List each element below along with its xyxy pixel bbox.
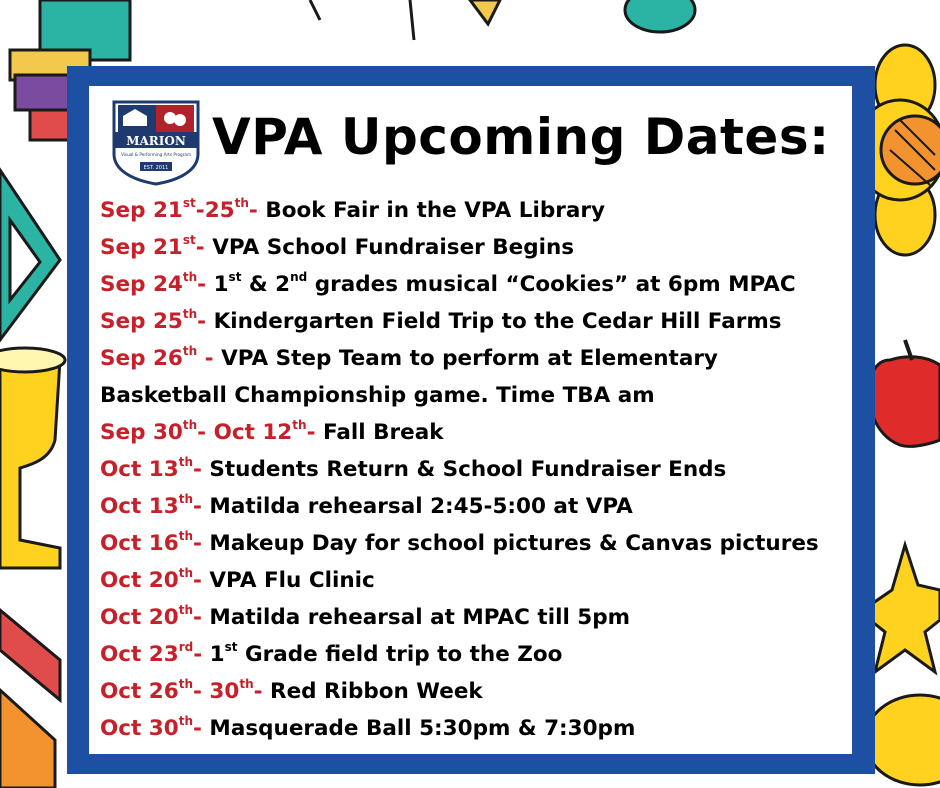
event-row	[100, 266, 848, 303]
ordinal-suffix: th	[178, 603, 193, 617]
text-part: Sep 21	[100, 198, 183, 223]
ordinal-suffix: th	[178, 566, 193, 580]
svg-text:MARION: MARION	[126, 134, 186, 148]
event-description	[221, 346, 718, 371]
text-part: Oct 13	[100, 494, 179, 519]
ordinal-suffix: th	[182, 307, 198, 321]
text-part: VPA Flu Clinic	[209, 568, 375, 593]
text-part: - 30	[193, 679, 240, 704]
ordinal-suffix: th	[292, 418, 307, 432]
ordinal-suffix: th	[178, 529, 193, 543]
event-row	[100, 303, 848, 340]
ordinal-suffix: st	[182, 196, 196, 210]
event-date	[100, 346, 221, 371]
text-part: -	[193, 457, 210, 482]
bowl-icon	[865, 695, 940, 785]
ordinal-suffix: th	[182, 270, 198, 284]
ordinal-suffix: nd	[290, 270, 308, 284]
ordinal-suffix: th	[178, 677, 193, 691]
text-part: Oct 20	[100, 605, 179, 630]
event-row	[100, 192, 848, 229]
text-part: VPA Step Team to perform at Elementary	[221, 346, 718, 371]
ordinal-suffix: th	[182, 344, 198, 358]
event-row	[100, 599, 848, 636]
text-part: -	[193, 642, 210, 667]
text-part: Red Ribbon Week	[270, 679, 483, 704]
ruler-icon	[0, 610, 60, 788]
text-part: -	[195, 235, 213, 260]
ordinal-suffix: th	[178, 492, 193, 506]
event-row	[100, 451, 848, 488]
event-row	[100, 710, 848, 747]
event-description	[100, 383, 655, 408]
text-part: -	[306, 420, 323, 445]
text-part: Masquerade Ball 5:30pm & 7:30pm	[209, 716, 636, 741]
event-row	[100, 488, 848, 525]
ordinal-suffix: th	[178, 455, 193, 469]
event-description	[209, 568, 374, 593]
text-part: -	[193, 605, 210, 630]
text-part: VPA School Fundraiser Begins	[212, 235, 575, 260]
text-part: Sep 26	[100, 346, 183, 371]
text-part: & 2	[241, 272, 291, 297]
event-row	[100, 377, 848, 414]
event-description	[214, 272, 796, 297]
text-part: Oct 20	[100, 568, 179, 593]
page-title: VPA Upcoming Dates:	[212, 108, 830, 166]
text-part: Oct 30	[100, 716, 179, 741]
event-date	[100, 531, 209, 556]
text-part: Matilda rehearsal 2:45-5:00 at VPA	[209, 494, 633, 519]
events-list	[100, 192, 848, 747]
event-date	[100, 494, 209, 519]
text-part: grades musical “Cookies” at 6pm MPAC	[307, 272, 796, 297]
ordinal-suffix: th	[239, 677, 254, 691]
ordinal-suffix: st	[228, 270, 242, 284]
svg-text:Visual & Performing Arts Progr: Visual & Performing Arts Program	[120, 152, 192, 157]
text-part: Basketball Championship game. Time TBA am	[100, 383, 655, 408]
text-part: Fall Break	[322, 420, 444, 445]
ordinal-suffix: th	[234, 196, 249, 210]
text-part: -	[193, 494, 210, 519]
event-description	[265, 198, 605, 223]
text-part: Students Return & School Fundraiser Ends	[209, 457, 727, 482]
text-part: Makeup Day for school pictures & Canvas pictures	[209, 531, 819, 556]
event-date	[100, 605, 209, 630]
text-part: Oct 26	[100, 679, 179, 704]
text-part: Oct 16	[100, 531, 179, 556]
event-description	[209, 605, 630, 630]
text-part: 1	[213, 272, 229, 297]
event-row	[100, 525, 848, 562]
event-date	[100, 716, 209, 741]
text-part: -25	[195, 198, 235, 223]
text-part: Sep 21	[100, 235, 183, 260]
event-row	[100, 562, 848, 599]
event-date	[100, 679, 270, 704]
event-row	[100, 673, 848, 710]
ordinal-suffix: st	[224, 640, 238, 654]
text-part: -	[193, 531, 210, 556]
text-part: -	[197, 272, 214, 297]
text-part: - Oct 12	[197, 420, 293, 445]
text-part: Grade field trip to the Zoo	[237, 642, 563, 667]
text-part: -	[248, 198, 266, 223]
text-part: -	[197, 309, 214, 334]
ordinal-suffix: rd	[178, 640, 194, 654]
event-description	[210, 642, 563, 667]
leaf-icon	[625, 0, 695, 32]
ordinal-suffix: th	[178, 714, 193, 728]
marion-vpa-logo	[110, 96, 202, 186]
event-description	[212, 235, 574, 260]
pencil-icon	[310, 0, 500, 40]
text-part: Oct 13	[100, 457, 179, 482]
text-part: Oct 23	[100, 642, 179, 667]
text-part: Sep 30	[100, 420, 183, 445]
event-description	[209, 531, 818, 556]
event-row	[100, 340, 848, 377]
event-description	[323, 420, 444, 445]
event-description	[214, 309, 782, 334]
text-part: 1	[209, 642, 225, 667]
text-part: Sep 25	[100, 309, 183, 334]
text-part: -	[197, 346, 222, 371]
svg-text:EST. 2011: EST. 2011	[143, 165, 169, 171]
event-description	[270, 679, 483, 704]
text-part: -	[193, 716, 210, 741]
event-date	[100, 309, 214, 334]
event-row	[100, 229, 848, 266]
text-part: Matilda rehearsal at MPAC till 5pm	[209, 605, 631, 630]
event-date	[100, 420, 323, 445]
event-row	[100, 414, 848, 451]
text-part: Kindergarten Field Trip to the Cedar Hill Farms	[213, 309, 782, 334]
event-description	[209, 457, 726, 482]
event-date	[100, 198, 265, 223]
event-date	[100, 642, 210, 667]
text-part: Sep 24	[100, 272, 183, 297]
event-date	[100, 457, 209, 482]
text-part: -	[253, 679, 271, 704]
apple-icon	[869, 340, 940, 446]
ordinal-suffix: st	[182, 233, 196, 247]
trophy-icon	[0, 348, 65, 568]
event-date	[100, 272, 214, 297]
text-part: Book Fair in the VPA Library	[265, 198, 605, 223]
event-description	[209, 716, 635, 741]
text-part: -	[193, 568, 210, 593]
event-row	[100, 636, 848, 673]
event-date	[100, 235, 212, 260]
event-description	[209, 494, 632, 519]
event-date	[100, 568, 209, 593]
triangle-ruler-icon	[0, 170, 60, 340]
ordinal-suffix: th	[182, 418, 198, 432]
